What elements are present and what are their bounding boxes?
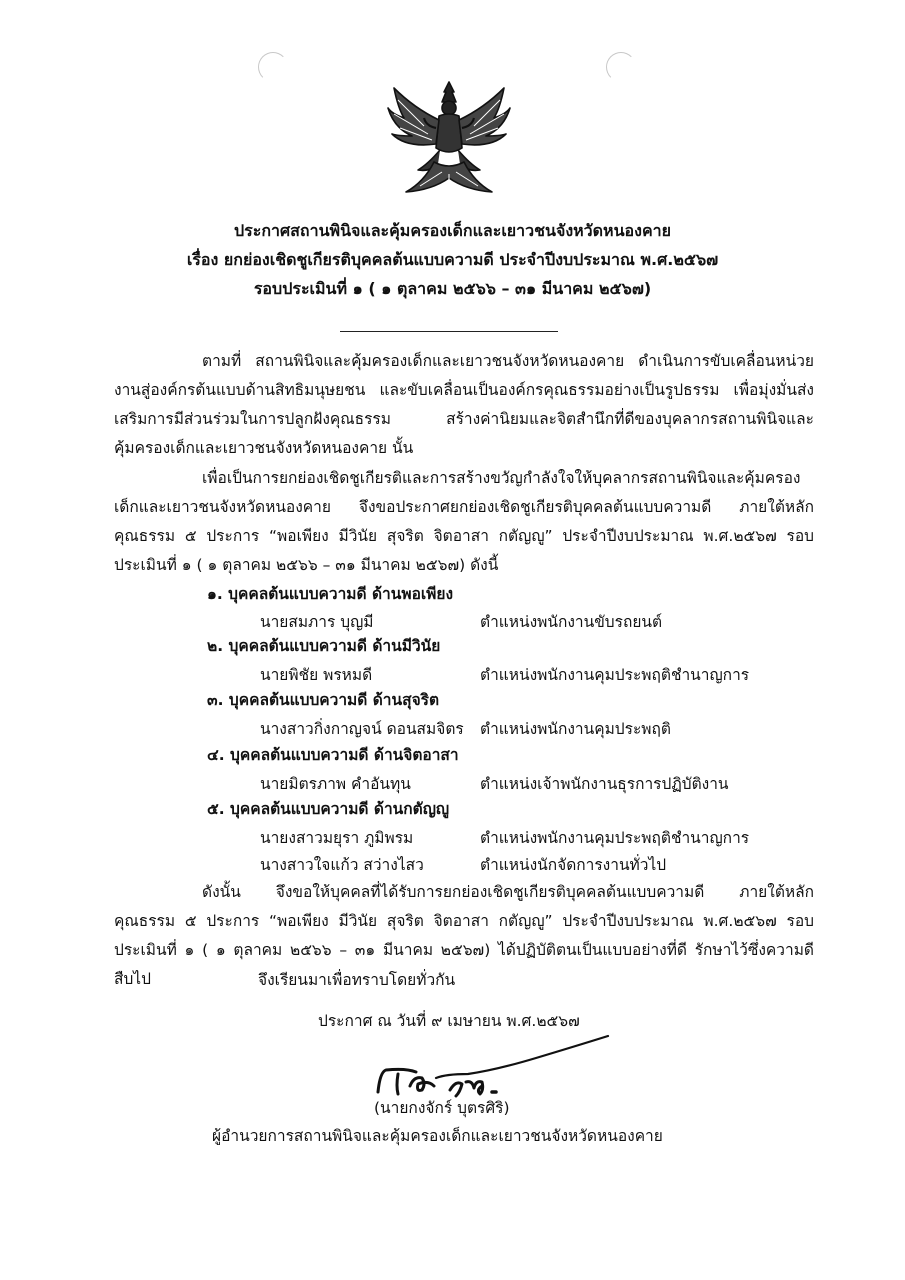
person-position: ตำแหน่งพนักงานคุมประพฤติชำนาญการ xyxy=(480,666,750,684)
punch-hole-right xyxy=(606,52,636,82)
paragraph-intro: ตามที่ สถานพินิจและคุ้มครองเด็กและเยาวชนจังหวัดหนองคาย ดำเนินการขับเคลื่อนหน่วยงานสู่องค์กรต้นแบบด้านสิทธิมนุษยชน และขับเคลื่อนเป็นองค์กรคุณธรรมอย่างเป็นรูปธรรม เพื่อมุ่งมั่นส่งเสริมการมีส่วนร่วมในการปลูกฝังคุณธรรม สร้างค่านิยมและจิตสำนึกที่ดีของบุคลากรสถานพินิจและคุ้มครองเด็กและเยาวชนจังหวัดหนองคาย นั้น xyxy=(114,352,814,457)
item-heading-2: ๒. บุคคลต้นแบบความดี ด้านมีวินัย xyxy=(207,637,441,655)
announcement-title xyxy=(0,216,905,303)
paragraph-conclusion: ดังนั้น จึงขอให้บุคคลที่ได้รับการยกย่องเชิดชูเกียรติบุคคลต้นแบบความดี ภายใต้หลักคุณธรรม ๕ ประการ “พอเพียง มีวินัย สุจริต จิตอาสา กตัญญู” ประจำปีงบประมาณ พ.ศ.๒๕๖๗ รอบประเมินที่ ๑ ( ๑ ตุลาคม ๒๕๖๖ – ๓๑ มีนาคม ๒๕๖๗) ได้ปฏิบัติตนเป็นแบบอย่างที่ดี รักษาไว้ซึ่งความดี สืบไป xyxy=(114,883,814,988)
closing-line: จึงเรียนมาเพื่อทราบโดยทั่วกัน xyxy=(258,971,456,989)
date-line: ประกาศ ณ วันที่ ๙ เมษายน พ.ศ.๒๕๖๗ xyxy=(318,1012,580,1030)
person-name: นางสาวกิ่งกาญจน์ ดอนสมจิตร xyxy=(260,720,464,738)
garuda-emblem-icon xyxy=(384,78,514,198)
item-heading-4: ๔. บุคคลต้นแบบความดี ด้านจิตอาสา xyxy=(207,746,459,764)
person-name: นายงสาวมยุรา ภูมิพรม xyxy=(260,829,414,847)
item-heading-5: ๕. บุคคลต้นแบบความดี ด้านกตัญญู xyxy=(207,800,450,818)
item-heading-3: ๓. บุคคลต้นแบบความดี ด้านสุจริต xyxy=(207,691,440,709)
signature-mark xyxy=(376,1030,616,1100)
person-name: นางสาวใจแก้ว สว่างไสว xyxy=(260,856,424,874)
punch-hole-left xyxy=(258,52,288,82)
person-name: นายสมภาร บุญมี xyxy=(260,613,374,631)
signer-title: ผู้อำนวยการสถานพินิจและคุ้มครองเด็กและเยาวชนจังหวัดหนองคาย xyxy=(212,1127,663,1145)
person-position: ตำแหน่งเจ้าพนักงานธุรการปฏิบัติงาน xyxy=(480,775,729,793)
person-position: ตำแหน่งพนักงานขับรถยนต์ xyxy=(480,613,663,631)
item-heading-1: ๑. บุคคลต้นแบบความดี ด้านพอเพียง xyxy=(207,585,454,603)
title-divider xyxy=(340,331,558,332)
title-line-1: ประกาศสถานพินิจและคุ้มครองเด็กและเยาวชนจังหวัดหนองคาย xyxy=(233,221,672,240)
title-line-2: เรื่อง ยกย่องเชิดชูเกียรติบุคคลต้นแบบความดี ประจำปีงบประมาณ พ.ศ.๒๕๖๗ xyxy=(186,250,719,269)
person-position: ตำแหน่งพนักงานคุมประพฤติชำนาญการ xyxy=(480,829,750,847)
signer-name: (นายกงจักร์ บุตรศิริ) xyxy=(374,1099,510,1117)
paragraph-purpose: เพื่อเป็นการยกย่องเชิดชูเกียรติและการสร้างขวัญกำลังใจให้บุคลากรสถานพินิจและคุ้มครองเด็กและเยาวชนจังหวัดหนองคาย จึงขอประกาศยกย่องเชิดชูเกียรติบุคคลต้นแบบความดี ภายใต้หลักคุณธรรม ๕ ประการ “พอเพียง มีวินัย สุจริต จิตอาสา กตัญญู” ประจำปีงบประมาณ พ.ศ.๒๕๖๗ รอบประเมินที่ ๑ ( ๑ ตุลาคม ๒๕๖๖ – ๓๑ มีนาคม ๒๕๖๗) ดังนี้ xyxy=(114,469,814,574)
title-line-3: รอบประเมินที่ ๑ ( ๑ ตุลาคม ๒๕๖๖ – ๓๑ มีนาคม ๒๕๖๗) xyxy=(253,279,652,298)
person-name: นายมิตรภาพ คำอันทุน xyxy=(260,775,411,793)
person-position: ตำแหน่งพนักงานคุมประพฤติ xyxy=(480,720,671,738)
person-position: ตำแหน่งนักจัดการงานทั่วไป xyxy=(480,856,667,874)
person-name: นายพิชัย พรหมดี xyxy=(260,666,373,684)
